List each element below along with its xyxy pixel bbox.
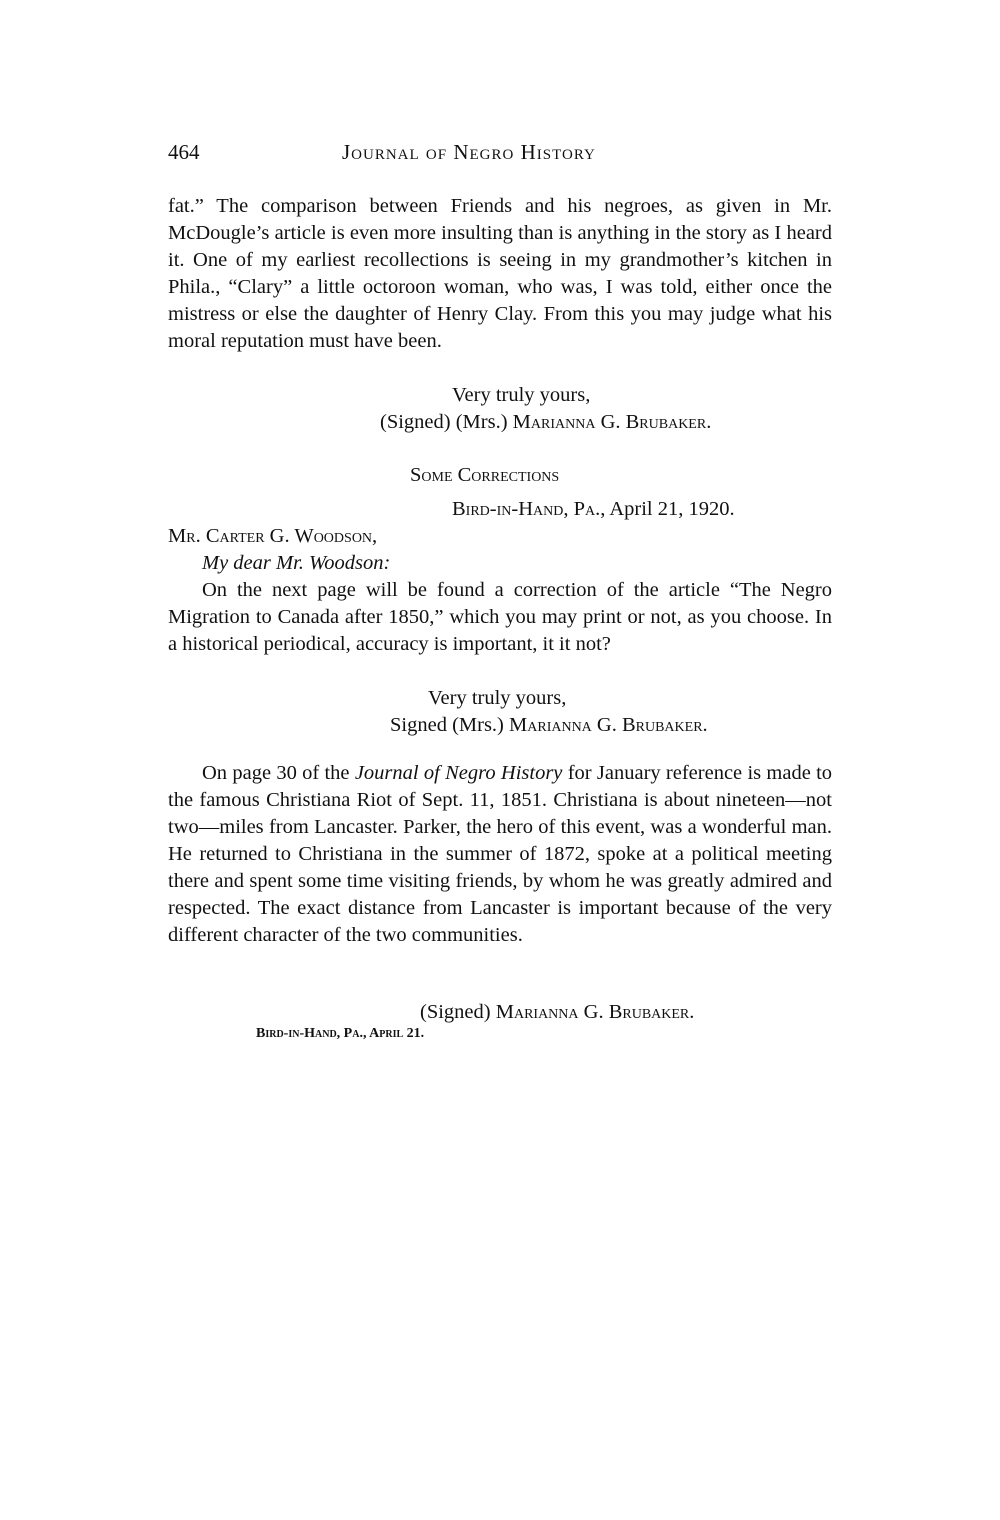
running-title: Journal of Negro History — [342, 140, 596, 164]
letter2-paragraph-block — [168, 577, 832, 658]
letter2-paragraph: On the next page will be found a correction of the article “The Negro Migration to Canada after 1850,” which you may print or not, as you choose. In a historical periodical, accuracy is important, it it not? — [168, 579, 832, 655]
running-header — [168, 140, 832, 170]
letter2-signature-prefix: Signed (Mrs.) — [390, 714, 504, 736]
letter1-signature — [380, 409, 711, 436]
letter1-signature-name: Marianna G. Brubaker. — [512, 411, 712, 433]
letter2-signature — [390, 712, 708, 739]
letter1-paragraph-block — [168, 193, 832, 355]
correction-signature-name: Marianna G. Brubaker. — [495, 1001, 695, 1023]
journal-title: Journal of Negro History — [354, 762, 563, 784]
correction-paragraph-block — [168, 760, 832, 949]
letter1-paragraph: fat.” The comparison between Friends and his negroes, as given in Mr. McDougle’s article is even more insulting than is anything in the story as I heard it. One of my earliest recollections is seeing in my grandmother’s kitchen in Phila., “Clary” a little octoroon woman, who was, I was told, either once the mistress or else the daughter of Henry Clay. From this you may judge what his moral reputation must have been. — [168, 195, 832, 352]
page-number: 464 — [168, 140, 200, 164]
correction-para-rest: for January reference is made to the famous Christiana Riot of Sept. 11, 1851. Christiana is about nineteen—not two—miles from Lancaster. Parker, the hero of this event, was a wonderful man. He returned to Christiana in the summer of 1872, spoke at a political meeting there and spent some time visiting friends, by whom he was greatly admired and respected. The exact distance from Lancaster is important because of the very different character of the two communities. — [168, 762, 833, 946]
letter2-signature-name: Marianna G. Brubaker. — [509, 714, 708, 736]
letter2-salutation: My dear Mr. Woodson: — [202, 552, 391, 574]
section-dateline — [452, 496, 735, 523]
dateline-place: Bird-in-Hand, Pa., — [452, 498, 606, 520]
correction-signature — [420, 999, 694, 1026]
correction-dateline: Bird-in-Hand, Pa., April 21. — [256, 1026, 425, 1041]
correction-signature-prefix: (Signed) — [420, 1001, 491, 1023]
letter2-closing: Very truly yours, — [428, 687, 567, 709]
letter2-addressee: Mr. Carter G. Woodson, — [168, 525, 378, 547]
section-heading: Some Corrections — [410, 464, 560, 486]
letter1-signature-prefix: (Signed) (Mrs.) — [380, 411, 508, 433]
letter1-closing: Very truly yours, — [452, 384, 591, 406]
dateline-date: April 21, 1920. — [609, 498, 735, 520]
correction-paragraph — [168, 760, 832, 949]
correction-para-start: On page 30 of the — [202, 762, 350, 784]
